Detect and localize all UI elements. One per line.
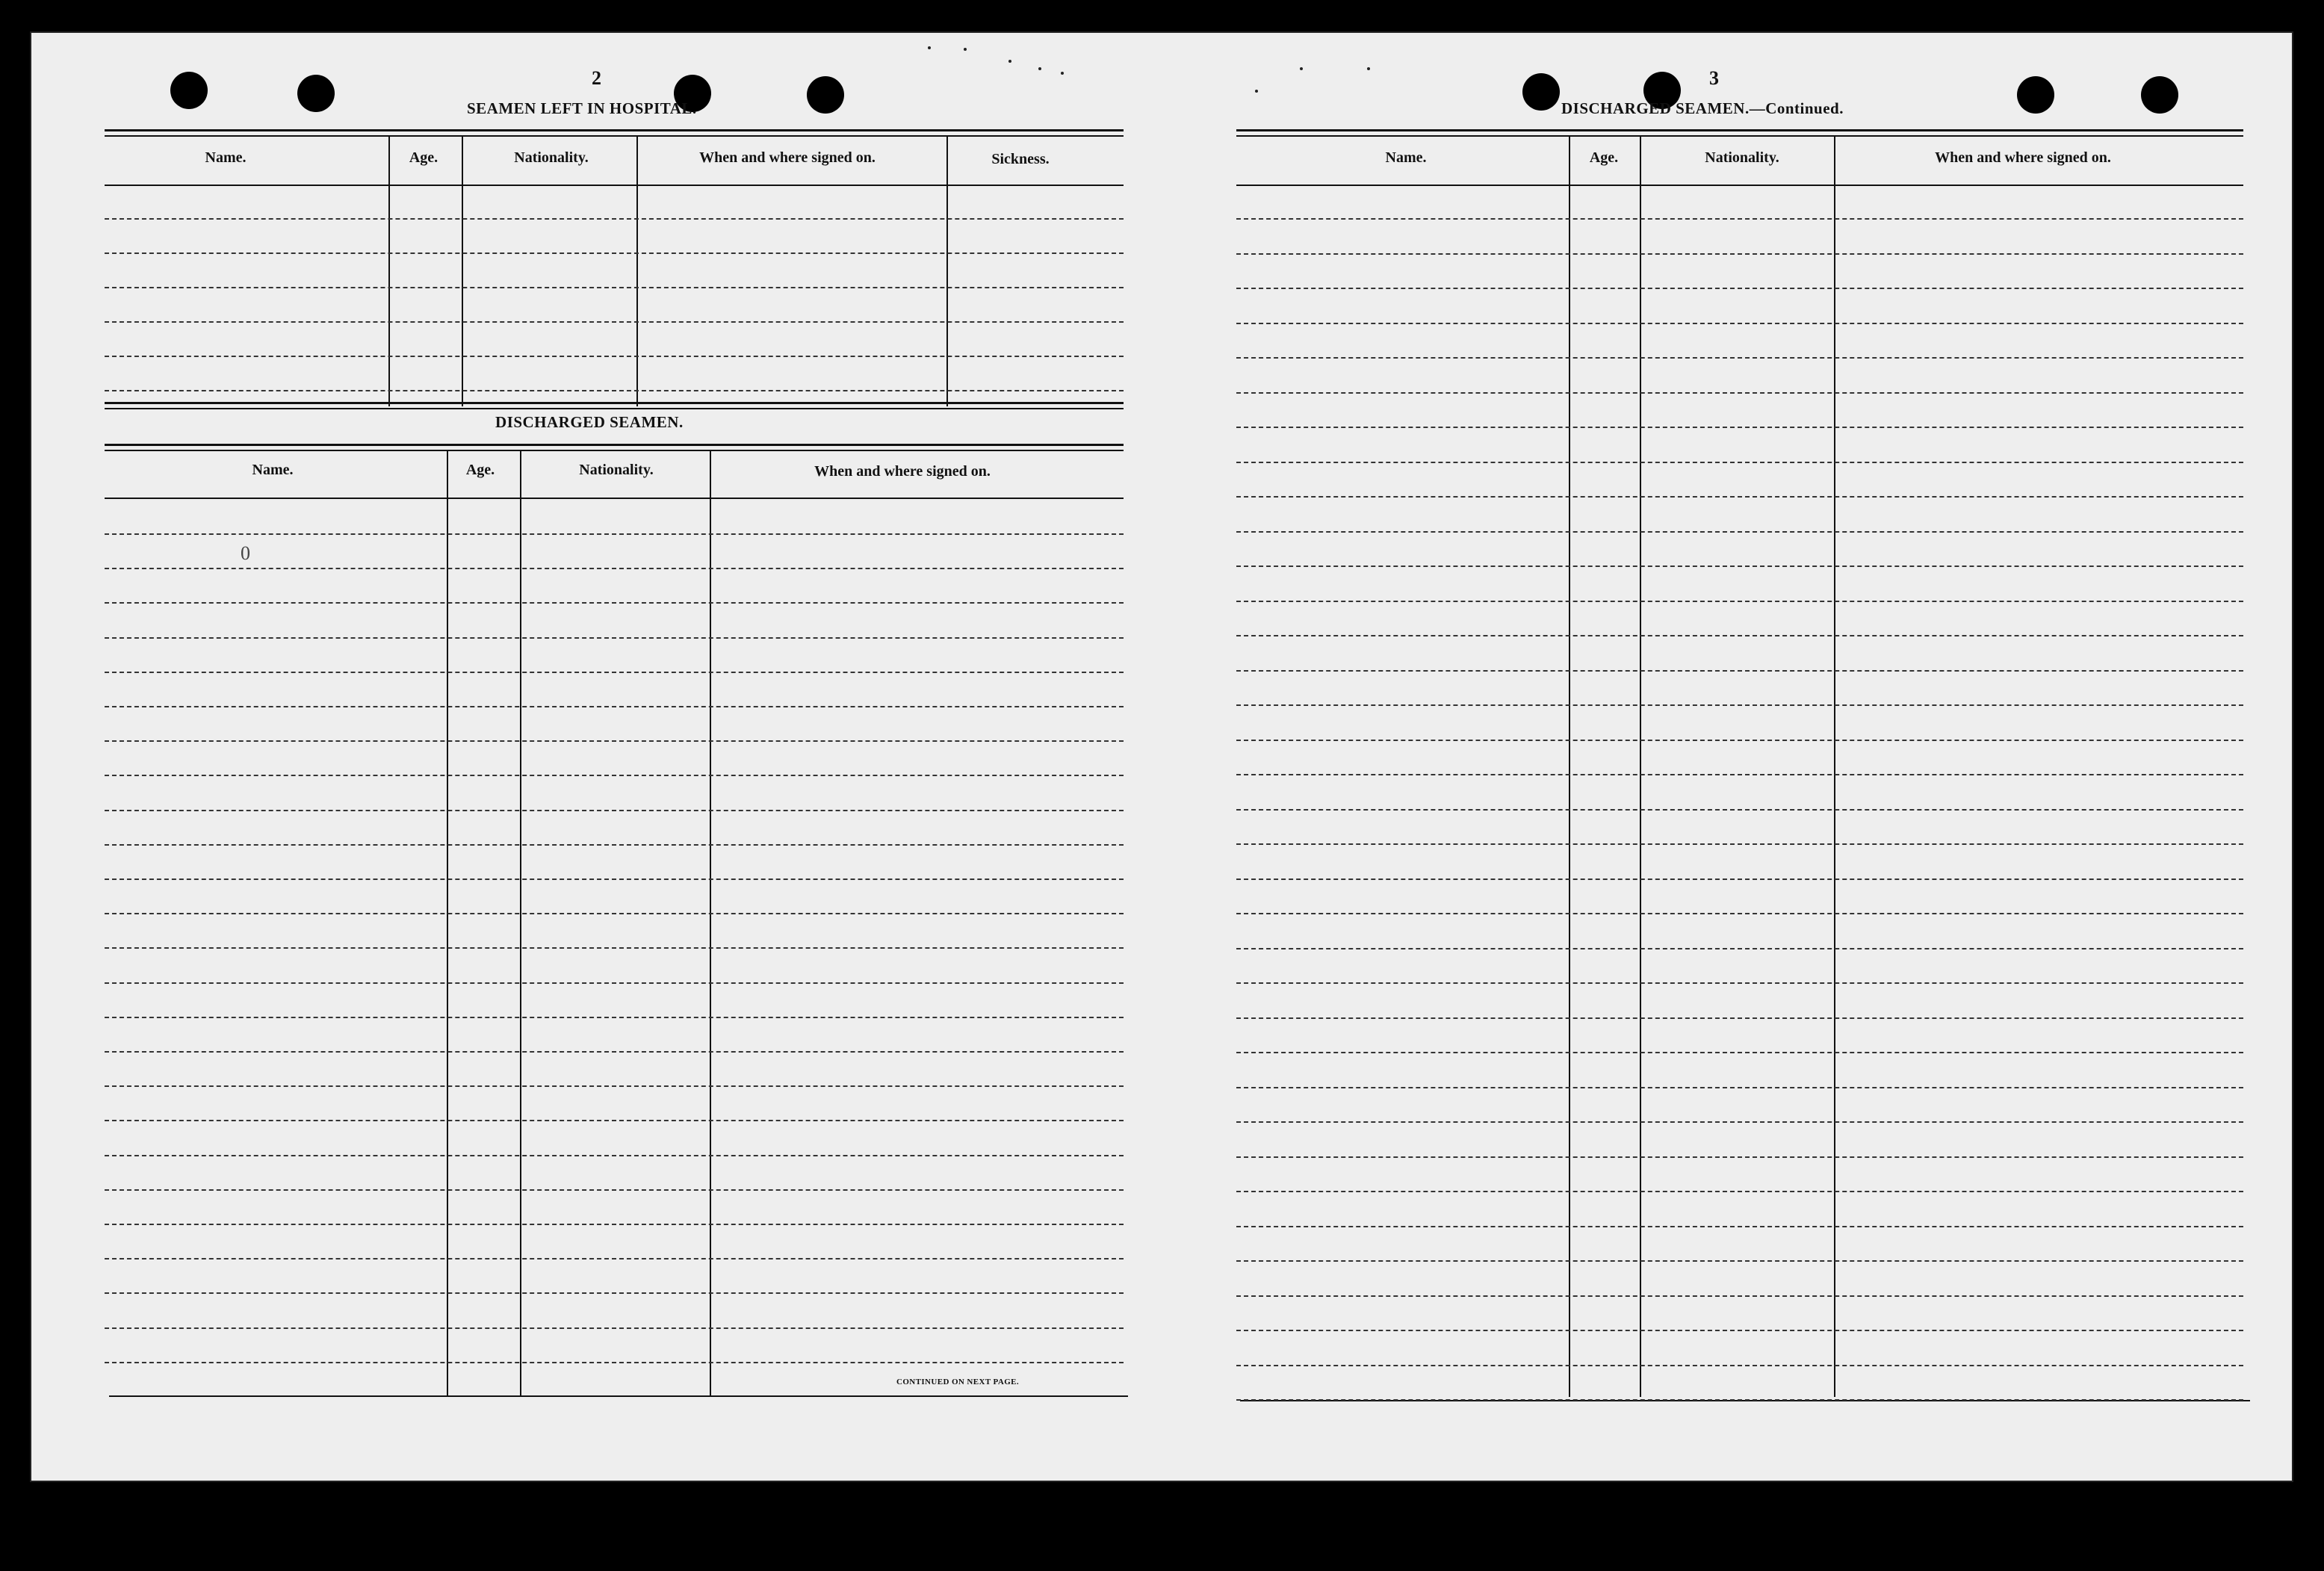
discharged-section-title: DISCHARGED SEAMEN. [495,413,684,431]
ruled-line [105,321,1124,323]
right-header-name: Name. [1385,149,1427,166]
ruled-line [105,287,1124,288]
ruled-line [1236,843,2243,845]
ruled-line [1236,1226,2243,1227]
ruled-line [105,252,1124,254]
hospital-col-divider [636,136,638,406]
ink-speck [1008,60,1011,63]
right-header-nationality: Nationality. [1705,149,1779,166]
ruled-line [1236,635,2243,636]
ruled-line [1236,357,2243,359]
ruled-line [105,947,1124,949]
ruled-line [1236,1156,2243,1158]
discharged-header-age: Age. [465,462,495,478]
hospital-col-divider [388,136,390,406]
right-header-rule [1236,185,2243,186]
ruled-line [1236,253,2243,255]
hospital-top-rule [105,129,1124,131]
ruled-line [1236,1365,2243,1366]
ink-speck [1038,67,1041,70]
discharged-continued-title: DISCHARGED SEAMEN.—Continued. [1561,99,1844,117]
ruled-line [105,1327,1124,1329]
ruled-line [1236,982,2243,984]
ruled-line [1236,1191,2243,1192]
ruled-line [1236,1017,2243,1019]
discharged-top-rule [105,444,1124,446]
ruled-line [1236,1087,2243,1088]
ruled-line [105,390,1124,391]
ruled-line [105,740,1124,742]
ruled-line [1236,601,2243,602]
ink-speck [1300,67,1303,70]
ruled-line [1236,1330,2243,1331]
ruled-line [105,1017,1124,1018]
ruled-line [1236,1295,2243,1297]
punch-hole [2017,76,2054,114]
discharged-header-name: Name. [252,462,294,478]
ruled-line [1236,740,2243,741]
ruled-line [1236,913,2243,914]
ruled-line [1236,1399,2243,1401]
punch-hole [297,75,335,112]
punch-hole [807,76,844,114]
right-top-rule [1236,129,2243,131]
ruled-line [105,879,1124,880]
ruled-line [105,1224,1124,1225]
hospital-header-signed-on: When and where signed on. [699,149,876,166]
ruled-line [105,982,1124,984]
ruled-line [105,533,1124,535]
ruled-line [105,1362,1124,1363]
ruled-line [1236,670,2243,672]
hospital-section-title: SEAMEN LEFT IN HOSPITAL. [467,99,697,117]
ruled-line [105,672,1124,673]
ruled-line [105,1292,1124,1294]
ink-speck [1367,67,1370,70]
ruled-line [1236,1260,2243,1262]
ink-speck [1061,72,1064,75]
ruled-line [105,568,1124,569]
right-col-divider [1834,136,1835,1397]
right-header-signed-on: When and where signed on. [1935,149,2111,166]
hospital-col-divider [462,136,463,406]
discharged-header-nationality: Nationality. [579,462,654,478]
ruled-line [105,913,1124,914]
ruled-line [1236,879,2243,880]
faint-handwritten-mark: 0 [241,542,250,564]
discharged-bottom-rule [109,1395,1128,1397]
continued-footer: CONTINUED ON NEXT PAGE. [896,1378,1020,1386]
ruled-line [1236,323,2243,324]
ruled-line [1236,392,2243,394]
ruled-line [1236,566,2243,567]
right-header-age: Age. [1589,149,1619,166]
ruled-line [105,1258,1124,1259]
ruled-line [1236,427,2243,428]
ledger-page [30,31,2293,1482]
ruled-line [105,1051,1124,1053]
ruled-line [105,810,1124,811]
ruled-line [1236,948,2243,949]
discharged-col-divider [710,450,711,1397]
ruled-line [1236,774,2243,775]
ruled-line [1236,531,2243,533]
hospital-bottom-rule-2 [105,408,1124,409]
ruled-line [105,1189,1124,1191]
ruled-line [1236,1121,2243,1123]
hospital-top-rule-2 [105,135,1124,137]
ruled-line [1236,462,2243,463]
right-col-divider [1569,136,1570,1397]
ruled-line [105,706,1124,707]
right-col-divider [1640,136,1641,1397]
discharged-top-rule-2 [105,450,1124,451]
page-number-right: 3 [1709,67,1719,89]
ruled-line [1236,496,2243,498]
ruled-line [105,844,1124,846]
ruled-line [105,602,1124,604]
ruled-line [105,1085,1124,1087]
ink-speck [1255,90,1258,93]
hospital-header-nationality: Nationality. [514,149,589,166]
hospital-header-sickness: Sickness. [991,151,1050,167]
ruled-line [1236,809,2243,811]
hospital-header-name: Name. [205,149,247,166]
hospital-col-divider [946,136,948,406]
hospital-header-age: Age. [409,149,439,166]
ruled-line [105,218,1124,220]
ruled-line [105,1155,1124,1156]
ruled-line [105,356,1124,357]
hospital-bottom-rule [105,402,1124,404]
page-number-left: 2 [592,67,601,89]
ruled-line [1236,218,2243,220]
discharged-col-divider [520,450,521,1397]
hospital-header-rule [105,185,1124,186]
ruled-line [105,637,1124,639]
ruled-line [1236,704,2243,706]
discharged-col-divider [447,450,448,1397]
ruled-line [1236,288,2243,289]
ink-speck [964,48,967,51]
punch-hole [2141,76,2178,114]
ruled-line [1236,1052,2243,1053]
punch-hole [170,72,208,109]
ruled-line [105,1120,1124,1121]
discharged-header-rule [105,498,1124,499]
punch-hole [1522,73,1560,111]
right-top-rule-2 [1236,135,2243,137]
discharged-header-signed-on: When and where signed on. [814,463,991,480]
ink-speck [928,46,931,49]
ruled-line [105,775,1124,776]
